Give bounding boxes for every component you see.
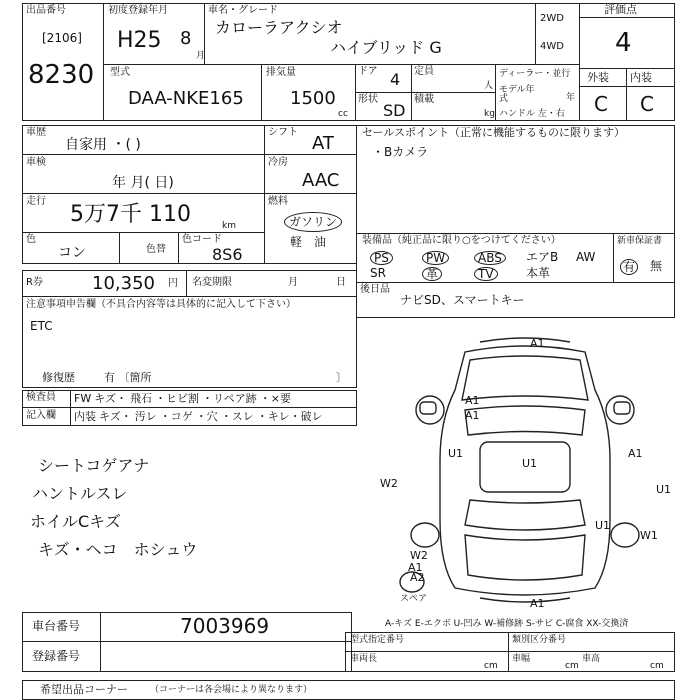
exterior-grade: C: [594, 92, 608, 116]
color-code-label: 色コード: [182, 234, 222, 245]
repair-value: 有 〔箇所: [104, 371, 152, 384]
repair-close: 〕: [336, 371, 347, 384]
shape-label: 形状: [358, 94, 378, 105]
chassis-value: 7003969: [180, 614, 270, 638]
shift-value: AT: [312, 133, 334, 154]
damage-mark: A2: [410, 571, 425, 584]
drive-4wd: 4WD: [540, 41, 564, 52]
spec-c3: 車両長: [350, 654, 378, 664]
inspector-item: ・リペア跡: [202, 392, 257, 405]
spec-c1: 型式指定番号: [350, 635, 405, 645]
inspector-item: ・キレ・破レ: [256, 410, 323, 423]
inspector-label1: 検査員: [26, 392, 56, 403]
inspector-item: キズ・: [94, 392, 127, 405]
registration-label: 登録番号: [32, 649, 81, 663]
shape-value: SD: [383, 101, 406, 120]
mileage-value: 5万7千 110: [70, 202, 191, 227]
sales-point: ・Bカメラ: [372, 145, 429, 159]
name-change-day: 日: [336, 277, 346, 288]
corner-note: （コーナーは各会場により異なります）: [150, 685, 313, 695]
usage-label: 車歴: [26, 127, 46, 138]
chassis-label: 車台番号: [32, 619, 81, 633]
recycle-unit: 円: [168, 278, 178, 289]
hw-note-3: ホイルCキズ: [30, 512, 121, 531]
damage-mark: A1: [465, 409, 480, 422]
equipment-item: SR: [370, 266, 386, 280]
inspector-item: ・コゲ: [159, 410, 193, 423]
warranty-label: 新車保証書: [617, 236, 663, 246]
usage-value: 自家用 ・( ): [65, 137, 141, 153]
damage-mark: U1: [522, 457, 538, 470]
equipment-grid: [364, 250, 614, 282]
model-year-label: モデル年式: [499, 85, 535, 104]
rating-label: 評価点: [604, 3, 637, 16]
spec-u2: cm: [565, 661, 579, 671]
hw-note-2: ハントルスレ: [32, 484, 128, 503]
warranty-no: 無: [650, 259, 663, 273]
spec-u3: cm: [650, 661, 664, 671]
notes-label: 注意事項申告欄（不具合内容等は具体的に記入して下さい）: [26, 299, 296, 310]
lot-code: [2106]: [42, 31, 82, 45]
interior-grade: C: [640, 92, 654, 116]
damage-mark: U1: [595, 519, 611, 532]
spec-c4: 車幅: [512, 654, 531, 664]
damage-mark: U1: [448, 447, 464, 460]
mileage-unit: km: [222, 221, 236, 231]
inspector-label2: 記入欄: [26, 410, 56, 421]
equipment-item: AW: [576, 250, 596, 264]
first-reg-label: 初度登録年月: [108, 5, 168, 16]
recycle-value: 10,350: [92, 273, 155, 294]
damage-mark: W2: [410, 549, 428, 562]
interior-label: 内装: [630, 71, 652, 84]
inspector-item: 内装: [74, 410, 96, 423]
shift-label: シフト: [268, 127, 298, 138]
spec-c2: 類別区分番号: [512, 635, 567, 645]
exterior-label: 外装: [587, 71, 609, 84]
fuel-label: 燃料: [268, 196, 288, 207]
dealer-label: ディーラー・並行: [499, 69, 571, 79]
equipment-item: TV: [474, 267, 498, 281]
equipment-item: エアB: [526, 250, 559, 264]
diagram-legend: A-キズ E-エクボ U-凹み W-補修跡 S-サビ C-腐食 XX-交換済: [385, 619, 629, 629]
inspector-item: ・ヒビ割: [155, 392, 199, 405]
warranty-yes: 有: [620, 259, 638, 275]
mileage-label: 走行: [26, 196, 46, 207]
inspection-label: 車検: [26, 157, 46, 168]
aircon-label: 冷房: [268, 157, 288, 168]
year-unit: 年: [566, 93, 576, 103]
drive-2wd: 2WD: [540, 13, 564, 24]
inspector-item: キズ・: [99, 410, 132, 423]
color-code: 8S6: [212, 245, 243, 264]
recycle-label: R券: [26, 277, 43, 288]
damage-mark: A1: [465, 394, 480, 407]
load-unit: kg: [484, 109, 495, 119]
damage-mark: A1: [530, 337, 545, 350]
inspector-row2: [74, 411, 323, 422]
aircon-value: AAC: [302, 170, 340, 191]
color-value: コン: [58, 245, 86, 261]
repair-label: 修復歴: [42, 371, 75, 384]
rating-value: 4: [615, 28, 632, 58]
aftermarket-label: 後日品: [360, 284, 390, 295]
doors-label: ドア: [358, 66, 378, 77]
load-label: 積載: [414, 94, 434, 105]
car-label: 車名・グレード: [208, 5, 278, 16]
lot-label: 出品番号: [26, 5, 66, 16]
lot-number: 8230: [28, 60, 95, 90]
inspector-item: ・スレ: [220, 410, 254, 423]
corner-label: 希望出品コーナー: [40, 683, 128, 696]
hw-note-4: キズ・ヘコ ホシュウ: [38, 540, 198, 559]
first-reg-month: 8: [180, 28, 192, 49]
car-grade: ハイブリッド G: [330, 38, 442, 57]
handle-label: ハンドル 左・右: [499, 109, 565, 119]
doors-value: 4: [390, 70, 401, 89]
diagram-spare: スペア: [400, 594, 428, 604]
hw-note-1: シートコゲアナ: [38, 456, 150, 475]
sales-box: [356, 125, 675, 234]
model-value: DAA-NKE165: [128, 88, 244, 109]
inspector-item: FW: [74, 392, 92, 405]
model-label: 型式: [110, 67, 130, 78]
car-name: カローラアクシオ: [215, 18, 343, 37]
aftermarket-value: ナビSD、スマートキー: [400, 293, 525, 307]
name-change-label: 名変期限: [192, 277, 232, 288]
damage-mark: A1: [408, 561, 423, 574]
capacity-unit: 人: [484, 81, 494, 91]
inspector-item: 飛石: [130, 392, 152, 405]
displacement-label: 排気量: [266, 67, 296, 78]
damage-mark: A1: [628, 447, 643, 460]
inspector-row1: [74, 393, 291, 404]
color-label: 色: [26, 234, 36, 245]
damage-mark: A1: [530, 597, 545, 610]
displacement-unit: cc: [338, 109, 348, 119]
inspector-item: ・穴: [195, 410, 218, 423]
usage-box: [22, 125, 265, 155]
spec-c5: 車高: [582, 654, 601, 664]
equipment-item: ABS: [474, 251, 506, 265]
notes-value: ETC: [30, 319, 53, 333]
first-reg-month-unit: 月: [196, 51, 206, 61]
equipment-item: PS: [370, 251, 393, 265]
name-change-month: 月: [288, 277, 298, 288]
damage-mark: W2: [380, 477, 398, 490]
first-reg-year: H25: [117, 28, 162, 53]
inspector-item: ・×要: [259, 392, 291, 405]
equipment-item: 革: [422, 267, 442, 281]
spec-u1: cm: [484, 661, 498, 671]
fuel-gas: ガソリン: [284, 212, 342, 232]
damage-mark: U1: [656, 483, 672, 496]
color-swap-label: 色替: [146, 244, 166, 255]
capacity-label: 定員: [414, 66, 434, 77]
fuel-diesel: 軽 油: [290, 235, 327, 249]
equipment-item: PW: [422, 251, 449, 265]
equipment-item: 本革: [526, 266, 551, 280]
damage-mark: W1: [640, 529, 658, 542]
inspector-item: 汚レ: [134, 410, 157, 423]
inspection-value: 年 月( 日): [112, 175, 174, 191]
equipment-label: 装備品（純正品に限り○をつけてください）: [362, 235, 561, 246]
displacement-value: 1500: [290, 88, 336, 109]
sales-label: セールスポイント（正常に機能するものに限ります）: [362, 126, 626, 139]
